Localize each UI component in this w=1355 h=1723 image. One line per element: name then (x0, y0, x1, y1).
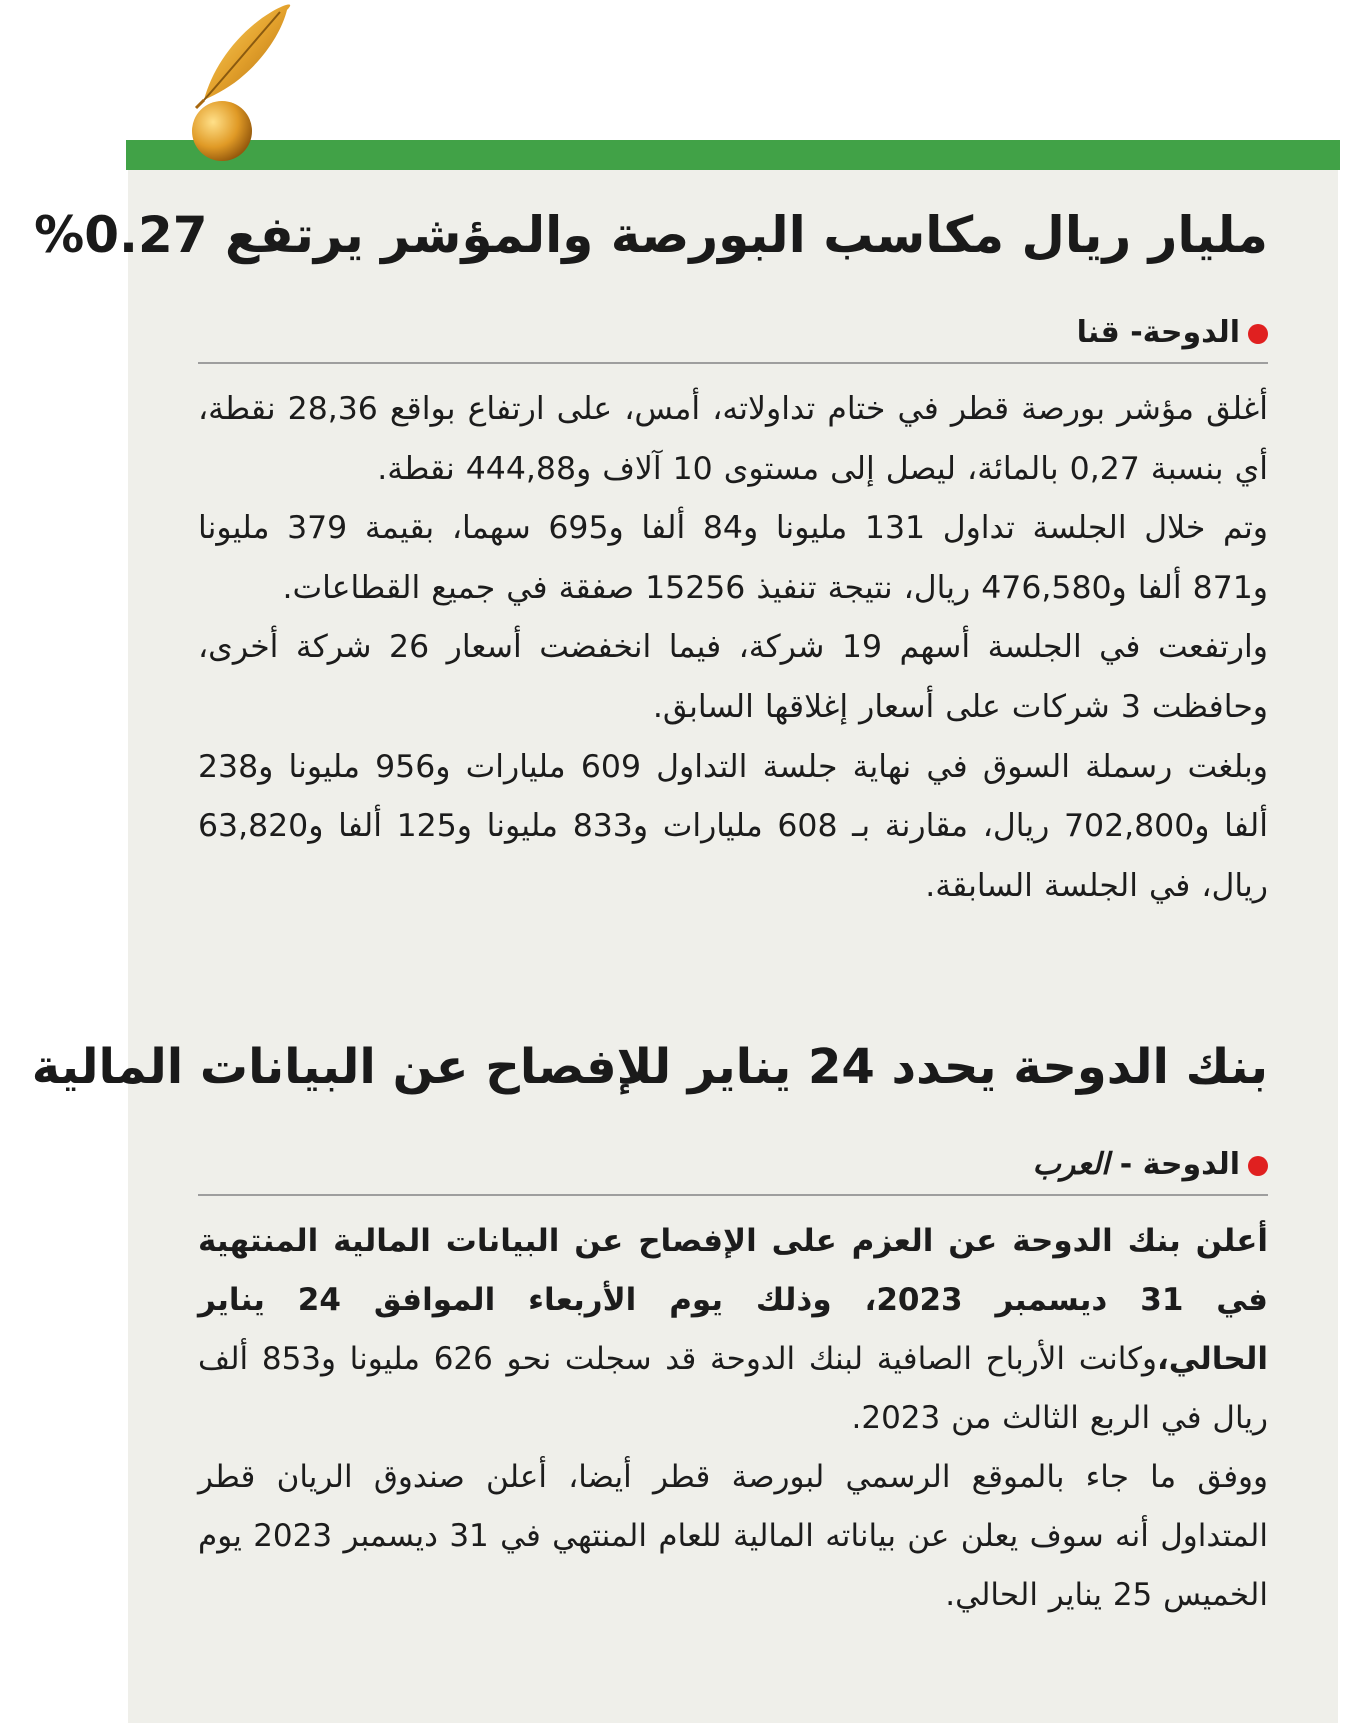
headline: مليار ريال مكاسب البورصة والمؤشر يرتفع 0.27% (34, 206, 1268, 264)
paragraph: ووفق ما جاء بالموقع الرسمي لبورصة قطر أيضا، أعلن صندوق الريان قطر المتداول أنه سوف يعلن عن بياناته المالية للعام المنتهي في 31 ديسمبر 2023 يوم الخميس 25 يناير الحالي. (198, 1459, 1268, 1613)
paragraph: أغلق مؤشر بورصة قطر في ختام تداولاته، أمس، على ارتفاع بواقع 28,36 نقطة، أي بنسبة 0,27 بالمائة، ليصل إلى مستوى 10 آلاف و444,88 نقطة. (198, 391, 1268, 487)
paragraph (198, 1212, 1268, 1448)
lead-text: أعلن بنك الدوحة عن العزم على الإفصاح عن البيانات المالية المنتهية في 31 ديسمبر 2023، وذلك يوم الأربعاء الموافق 24 يناير الحالي، (198, 1223, 1268, 1377)
article-body (198, 1212, 1268, 1625)
paragraph: وبلغت رسملة السوق في نهاية جلسة التداول 609 مليارات و956 مليونا و238 ألفا و702,800 ريال، مقارنة بـ 608 مليارات و833 مليونا و125 ألفا و63,820 ريال، في الجلسة السابقة. (198, 748, 1269, 904)
dateline-text: الدوحة- قنا (1076, 315, 1240, 350)
paragraph: وتم خلال الجلسة تداول 131 مليونا و84 ألفا و695 سهما، بقيمة 379 مليونا و871 ألفا و476,580 ريال، نتيجة تنفيذ 15256 صفقة في جميع القطاعات. (198, 510, 1268, 606)
red-bullet-icon (1248, 324, 1268, 344)
article-bourse (34, 190, 1269, 916)
alarab-logo: العرب (1032, 1147, 1110, 1182)
red-bullet-icon (1248, 1156, 1268, 1176)
dateline (198, 1142, 1268, 1196)
dateline-city: الدوحة - (1109, 1147, 1240, 1182)
quill-pen-icon (192, 0, 322, 168)
lead-rest-text: وكانت الأرباح الصافية لبنك الدوحة قد سجلت نحو 626 مليونا و853 ألف ريال في الربع الثالث من 2023. (198, 1341, 1268, 1436)
dateline (198, 310, 1268, 364)
article-doha-bank (31, 1022, 1268, 1625)
paragraph: وارتفعت في الجلسة أسهم 19 شركة، فيما انخفضت أسعار 26 شركة أخرى، وحافظت 3 شركات على أسعار إغلاقها السابق. (198, 629, 1268, 725)
headline: بنك الدوحة يحدد 24 يناير للإفصاح عن البيانات المالية (31, 1039, 1268, 1095)
article-body (198, 380, 1268, 916)
